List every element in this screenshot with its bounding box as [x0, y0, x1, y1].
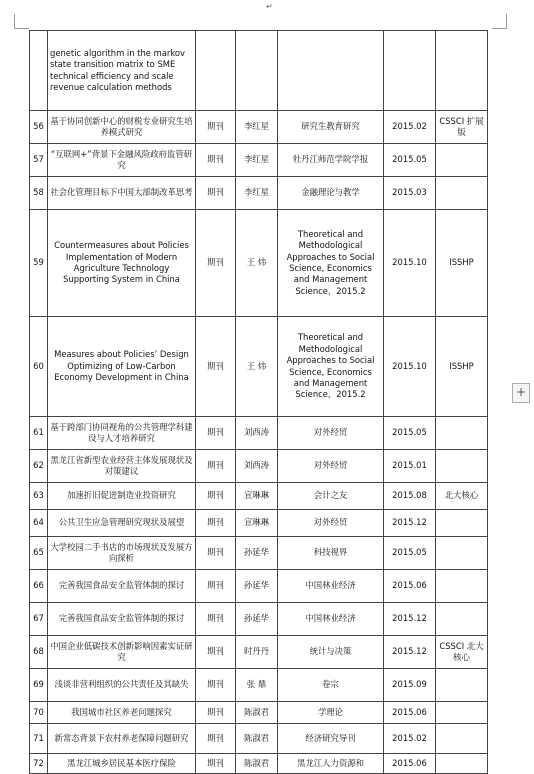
row-title: 社会化管理目标下中国大部制改革思考 [48, 177, 196, 210]
row-date: 2015.05 [384, 537, 436, 570]
row-author [236, 31, 278, 111]
row-author: 刘西涛 [236, 450, 278, 483]
row-source: 卷宗 [278, 669, 384, 702]
row-number: 59 [30, 210, 48, 317]
row-number: 60 [30, 317, 48, 417]
row-title: “互联网+”背景下金融风险政府监管研究 [48, 144, 196, 177]
row-source: 金融理论与教学 [278, 177, 384, 210]
row-level [436, 177, 488, 210]
row-type: 期刊 [196, 111, 236, 144]
row-level [436, 510, 488, 537]
row-level [436, 450, 488, 483]
row-level [436, 537, 488, 570]
row-date: 2015.05 [384, 417, 436, 450]
add-row-button[interactable]: + [512, 383, 530, 403]
row-author: 宣琳琳 [236, 483, 278, 510]
row-source: 科技视界 [278, 537, 384, 570]
row-level: ISSHP [436, 317, 488, 417]
row-number [30, 31, 48, 111]
row-level [436, 669, 488, 702]
row-author: 孙延华 [236, 570, 278, 603]
row-date: 2015.03 [384, 177, 436, 210]
row-level [436, 144, 488, 177]
row-level: 北大核心 [436, 483, 488, 510]
row-date: 2015.10 [384, 210, 436, 317]
table-row [30, 636, 488, 669]
row-level [436, 603, 488, 636]
row-date: 2015.12 [384, 636, 436, 669]
row-date: 2015.01 [384, 450, 436, 483]
paragraph-mark: ↵ [266, 2, 273, 11]
row-source: 经济研究导刊 [278, 724, 384, 754]
row-title: 加速折旧促进制造业投资研究 [48, 483, 196, 510]
row-date: 2015.09 [384, 669, 436, 702]
row-number: 69 [30, 669, 48, 702]
row-level [436, 724, 488, 754]
row-author: 刘西涛 [236, 417, 278, 450]
row-source: 牡丹江师范学院学报 [278, 144, 384, 177]
row-number: 63 [30, 483, 48, 510]
row-author: 孙延华 [236, 537, 278, 570]
row-level: CSSCI 扩展版 [436, 111, 488, 144]
row-number: 66 [30, 570, 48, 603]
row-type: 期刊 [196, 510, 236, 537]
table-row [30, 450, 488, 483]
row-source: 黑龙江人力资源和 [278, 754, 384, 774]
row-title: 新常态背景下农村养老保障问题研究 [48, 724, 196, 754]
row-date [384, 31, 436, 111]
row-source: 会计之友 [278, 483, 384, 510]
row-date: 2015.10 [384, 317, 436, 417]
row-title: 大学校园二手书店的市场现状及发展方向探析 [48, 537, 196, 570]
row-source [278, 31, 384, 111]
row-number: 61 [30, 417, 48, 450]
row-author: 陈淑君 [236, 724, 278, 754]
row-title: genetic algorithm in the markov state transition matrix to SME technical efficiency and scale revenue calculation methods [48, 31, 196, 111]
row-source: 中国林业经济 [278, 603, 384, 636]
row-type: 期刊 [196, 669, 236, 702]
row-number: 57 [30, 144, 48, 177]
table-row [30, 483, 488, 510]
row-title: 浅谈非营利组织的公共责任及其缺失 [48, 669, 196, 702]
row-number: 64 [30, 510, 48, 537]
row-date: 2015.08 [384, 483, 436, 510]
page-corner-marker [14, 14, 29, 29]
row-level [436, 31, 488, 111]
row-title: 我国城市社区养老问题探究 [48, 702, 196, 724]
row-source: 统计与决策 [278, 636, 384, 669]
table-row [30, 603, 488, 636]
table-row [30, 570, 488, 603]
table-row [30, 144, 488, 177]
row-source: 研究生教育研究 [278, 111, 384, 144]
row-source: 对外经贸 [278, 450, 384, 483]
row-type: 期刊 [196, 417, 236, 450]
table-row [30, 510, 488, 537]
row-number: 68 [30, 636, 48, 669]
row-date: 2015.06 [384, 702, 436, 724]
row-author: 时丹丹 [236, 636, 278, 669]
publication-table [29, 30, 488, 774]
row-title: Measures about Policies’ Design Optimizing of Low-Carbon Economy Development in China [48, 317, 196, 417]
row-title: 基于跨部门协同视角的公共管理学科建设与人才培养研究 [48, 417, 196, 450]
row-title: 基于协同创新中心的财税专业研究生培养模式研究 [48, 111, 196, 144]
row-title: 完善我国食品安全监管体制的探讨 [48, 570, 196, 603]
row-number: 58 [30, 177, 48, 210]
row-author: 陈淑君 [236, 702, 278, 724]
row-author: 宣琳琳 [236, 510, 278, 537]
row-source: 对外经贸 [278, 510, 384, 537]
row-date: 2015.12 [384, 510, 436, 537]
row-number: 71 [30, 724, 48, 754]
row-number: 62 [30, 450, 48, 483]
row-source: 学理论 [278, 702, 384, 724]
row-title: 黑龙江省新型农业经营主体发展现状及对策建议 [48, 450, 196, 483]
page-corner-marker [492, 14, 507, 29]
row-author: 李红星 [236, 111, 278, 144]
table-row [30, 210, 488, 317]
row-level [436, 417, 488, 450]
row-type: 期刊 [196, 724, 236, 754]
row-type: 期刊 [196, 450, 236, 483]
row-type: 期刊 [196, 603, 236, 636]
row-number: 67 [30, 603, 48, 636]
table-row [30, 31, 488, 111]
row-title: 公共卫生应急管理研究现状及展望 [48, 510, 196, 537]
row-source: 对外经贸 [278, 417, 384, 450]
row-type: 期刊 [196, 144, 236, 177]
row-level: CSSCI 北大核心 [436, 636, 488, 669]
row-type [196, 31, 236, 111]
table-row [30, 537, 488, 570]
row-date: 2015.05 [384, 144, 436, 177]
row-source: Theoretical and Methodological Approaches to Social Science, Economics and Management Science，2015.2 [278, 317, 384, 417]
table-row [30, 669, 488, 702]
row-type: 期刊 [196, 317, 236, 417]
row-source: 中国林业经济 [278, 570, 384, 603]
row-number: 72 [30, 754, 48, 774]
row-author: 孙延华 [236, 603, 278, 636]
row-source: Theoretical and Methodological Approaches to Social Science, Economics and Management Science，2015.2 [278, 210, 384, 317]
row-level: ISSHP [436, 210, 488, 317]
row-author: 李红星 [236, 144, 278, 177]
row-title: 完善我国食品安全监管体制的探讨 [48, 603, 196, 636]
row-date: 2015.02 [384, 111, 436, 144]
row-type: 期刊 [196, 636, 236, 669]
row-author: 张 鼎 [236, 669, 278, 702]
row-title: 黑龙江城乡居民基本医疗保险 [48, 754, 196, 774]
table-row [30, 111, 488, 144]
row-type: 期刊 [196, 177, 236, 210]
row-date: 2015.06 [384, 754, 436, 774]
row-author: 王 炜 [236, 210, 278, 317]
row-title: 中国企业低碳技术创新影响因素实证研究 [48, 636, 196, 669]
row-type: 期刊 [196, 702, 236, 724]
row-type: 期刊 [196, 570, 236, 603]
row-type: 期刊 [196, 537, 236, 570]
row-title: Countermeasures about Policies Implementation of Modern Agriculture Technology Supporting System in China [48, 210, 196, 317]
row-date: 2015.02 [384, 724, 436, 754]
row-number: 65 [30, 537, 48, 570]
row-author: 李红星 [236, 177, 278, 210]
row-date: 2015.06 [384, 570, 436, 603]
row-author: 王 炜 [236, 317, 278, 417]
table-row [30, 177, 488, 210]
table-row [30, 317, 488, 417]
row-type: 期刊 [196, 483, 236, 510]
row-level [436, 702, 488, 724]
row-level [436, 570, 488, 603]
row-date: 2015.12 [384, 603, 436, 636]
row-number: 56 [30, 111, 48, 144]
row-type: 期刊 [196, 210, 236, 317]
row-type: 期刊 [196, 754, 236, 774]
table-row [30, 702, 488, 724]
table-row [30, 724, 488, 754]
table-row [30, 417, 488, 450]
row-author: 陈淑君 [236, 754, 278, 774]
row-number: 70 [30, 702, 48, 724]
